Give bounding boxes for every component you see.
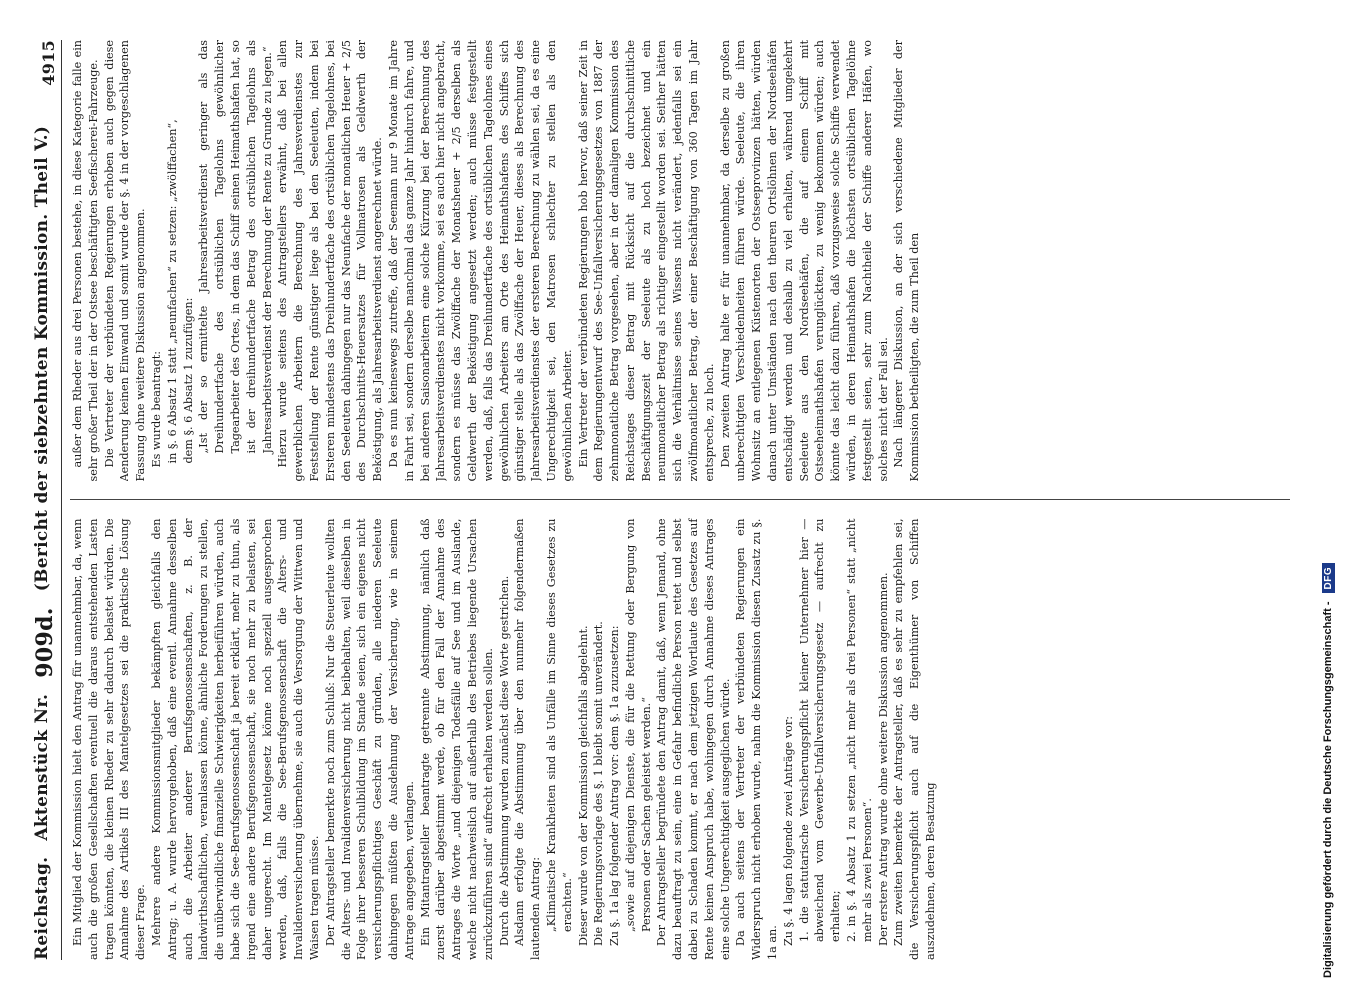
paragraph: Da auch seitens der Vertreter der verbündeten Regierungen ein Widerspruch nicht erhoben wurde, nahm die Kommission diesen Zusatz zu §. 1a an. [734, 518, 780, 960]
paragraph: Durch die Abstimmung wurden zunächst diese Worte gestrichen. [497, 575, 511, 946]
quote: „Ist der so ermittelte Jahresarbeitsverdienst geringer als das Dreihundertfache des ortsüblichen Tagelohns gewöhnlicher Tagearbeiter des Ortes, in dem das Schiff seinen Heimathshafen hat, so ist der dreihundertfache Betrag des ortsüblichen Tagelohns als Jahresarbeitsverdienst der Berechnung der Rente zu Grunde zu legen.“ [197, 40, 274, 454]
quote: „Klimatische Krankheiten sind als Unfälle im Sinne dieses Gesetzes zu erachten.“ [544, 518, 574, 932]
page-header [34, 40, 62, 960]
section-paragraph: Zu §. 1a lag folgender Antrag vor: dem §. 1a zuzusetzen: [608, 625, 622, 946]
left-column [70, 519, 1290, 961]
right-column [70, 40, 1290, 482]
paragraph: Der Antragsteller begründete den Antrag damit, daß, wenn Jemand, ohne dazu beauftragt zu sein, eine in Gefahr befindliche Person rettet und selbst dabei zu Schaden kommt, er nach dem jetzigen Wortlaute des Gesetzes auf Rente keinen Anspruch habe, wohingegen durch Annahme dieses Antrages eine solche Ungerechtigkeit ausgeglichen würde. [655, 518, 732, 960]
paragraph: Den zweiten Antrag halte er für unannehmbar, da derselbe zu großen unberechtigten Verschiedenheiten führen würde. Seeleute, die ihren Wohnsitz an entlegenen Küstenorten der Ostseeprovinzen hätten, würden danach unter Umständen nach den theuren Ortslöhnen der Nordseehäfen entschädigt werden und deshalb zu viel erhalten, während umgekehrt Seeleute aus den Nordseehäfen, die auf einem Schiff mit Ostseeheimathshafen verunglückten, zu wenig bekommen würden; auch könnte das leicht dazu führen, daß vorzugsweise solche Schiffe verwendet würden, in deren Heimathshafen die höchsten ortsüblichen Tagelöhne festgestellt seien, sehr zum Nachtheile der Schiffe anderer Häfen, wo solches nicht der Fall sei. [718, 40, 890, 482]
header-left: Reichstag. [32, 856, 52, 960]
dfg-logo: DFG [1322, 563, 1335, 594]
paragraph: Hierzu wurde seitens des Antragstellers erwähnt, daß bei allen gewerblichen Arbeitern die Berechnung des Jahresverdienstes zur Feststellung der Rente günstiger liege als bei den Seeleuten, indem bei Ersteren mindestens das Dreihundertfache des ortsüblichen Tagelohnes, bei den Seeleuten dahingegen nur das Neunfache der monatlichen Heuer + 2/5 des Durchschnitts-Heuersatzes für Vollmatrosen als Geldwerth der Beköstigung, als Jahresarbeitsverdienst angerechnet würde. [276, 40, 385, 482]
paragraph: Der erstere Antrag wurde ohne weitere Diskussion angenommen. [876, 572, 890, 946]
paragraph: Die Regierungsvorlage des §. 1 bleibt somit unverändert. [592, 621, 606, 946]
text-columns [70, 40, 1290, 960]
paragraph: dem §. 6 Absatz 1 zuzufügen: [181, 297, 195, 464]
column-divider [70, 500, 1290, 501]
paragraph: Nach längerer Diskussion, an der sich verschiedene Mitglieder der Kommission betheiligten, die zum Theil den [892, 40, 922, 482]
paragraph: Da es nun keineswegs zutreffe, daß der Seemann nur 9 Monate im Jahre in Fahrt sei, sondern derselbe manchmal das ganze Jahr hindurch fahre, und bei anderen Saisonarbeitern eine solche Kürzung bei der Berechnung des Jahresarbeitsverdienstes nicht vorkomme, sei es auch hier nicht angebracht, sondern es müsse das Zwölffache der Monatsheuer + 2/5 derselben als Geldwerth der Beköstigung angesetzt werden; auch müsse festgestellt werden, daß, falls das Dreihundertfache des ortsüblichen Tagelohnes eines gewöhnlichen Arbeiters am Orte des Heimathshafens des Schiffes sich günstiger stelle als das Zwölffache der Heuer, dieses als Berechnung des Jahresarbeitsverdienstes der ersteren Berechnung zu wählen sei, da es eine Ungerechtigkeit sei, den Matrosen schlechter zu stellen als den gewöhnlichen Arbeiter. [386, 40, 574, 482]
paragraph: außer dem Rheder aus drei Personen bestehe, in diese Kategorie falle ein sehr großer Theil der in der Ostsee beschäftigten Seefischerei-Fahrzeuge. [71, 40, 100, 482]
paragraph: Zum zweiten bemerkte der Antragsteller, daß es sehr zu empfehlen sei, die Versicherungspflicht auch auf die Eigenthümer von Schiffen auszudehnen, deren Besatzung [892, 518, 938, 960]
list-item: 1. die statutarische Versicherungspflicht kleiner Unternehmer hier — abweichend vom Gewerbe-Unfallversicherungsgesetz — aufrecht zu erhalten; [797, 518, 843, 942]
paragraph: Dieser wurde von der Kommission gleichfalls abgelehnt. [576, 625, 590, 946]
paragraph: Der Antragsteller bemerkte noch zum Schluß: Nur die Steuerleute wollten die Alters- und Invalidenversicherung nicht beibehalten, weil dieselben in Folge ihrer besseren Schulbildung im Stande seien, sich ein eigenes nicht versicherungspflichtiges Geschäft zu gründen, alle niederen Seeleute dahingegen müßten die Ausdehnung der Versicherung, wie in seinem Antrage angegeben, verlangen. [323, 518, 416, 960]
paragraph: Die Vertreter der verbündeten Regierungen erhoben auch gegen diese Aenderung keinen Einwand und somit wurde der §. 4 in der vorgeschlagenen Fassung ohne weitere Diskussion angenommen. [102, 40, 148, 482]
section-paragraph: in §. 6 Absatz 1 statt „neunfachen“ zu setzen: „zwölffachen“, [165, 119, 179, 464]
document-number: 909d. [32, 607, 58, 678]
paragraph: Alsdann erfolgte die Abstimmung über den nunmehr folgendermaßen lautenden Antrag: [513, 518, 543, 960]
paragraph: Ein Vertreter der verbündeten Regierungen hob hervor, daß seiner Zeit in dem Regierungentwurf des See-Unfallversicherungsgesetzes von 1887 der zehnmonatliche Betrag vorgesehen, aber in der damaligen Kommission des Reichstages dieser Betrag mit Rücksicht auf die durchschnittliche Beschäftigungszeit der Seeleute als zu hoch bezeichnet und ein neunmonatlicher Betrag als richtiger eingestellt worden sei. Seither hätten sich die Verhältnisse seines Wissens nicht verändert, jedenfalls sei ein zwölfmonatlicher Betrag, der einer Beschäftigung von 360 Tagen im Jahr entspreche, zu hoch. [576, 40, 716, 482]
header-aktenstueck: Aktenstück Nr. [32, 693, 52, 841]
digitization-note: Digitalisierung gefördert durch die Deutsche Forschungsgemeinschaft - [1322, 601, 1334, 978]
quote: „sowie auf diejenigen Dienste, die für die Rettung oder Bergung von Personen oder Sachen geleistet werden.“ [623, 518, 653, 932]
paragraph: Ein Mitantragsteller beantragte getrennte Abstimmung, nämlich daß zuerst darüber abgestimmt werde, ob für den Fall der Annahme des Antrages die Worte „und diejenigen Todesfälle auf See und im Auslande, welche nicht nachweislich auf außerhalb des Betriebes liegende Ursachen zurückzuführen sind“ aufrecht erhalten werden sollen. [418, 518, 495, 960]
header-title: (Bericht der siebzehnten Kommission. Theil V.) [32, 125, 52, 592]
side-note [1317, 8, 1341, 993]
paragraph: Es wurde beantragt: [149, 350, 163, 468]
paragraph: Ein Mitglied der Kommission hielt den Antrag für unannehmbar, da, wenn auch die großen Gesellschaften eventuell die daraus entstehenden Lasten tragen könnten, die kleinen Rheder zu sehr dadurch belastet würden. Die Annahme des Artikels III des Mantelgesetzes sei die praktische Lösung dieser Frage. [71, 518, 148, 960]
page-number: 4915 [39, 40, 58, 86]
list-item: 2. in §. 4 Absatz 1 zu setzen „nicht mehr als drei Personen“ statt „nicht mehr als zwei Personen“. [845, 518, 874, 942]
section-paragraph: Zu §. 4 lagen folgende zwei Anträge vor: [781, 715, 795, 946]
paragraph: Mehrere andere Kommissionsmitglieder bekämpften gleichfalls den Antrag; u. A. wurde hervorgehoben, daß eine eventl. Annahme desselben auch die Arbeiter anderer Berufsgenossenschaften, z. B. der landwirthschaftlichen, veranlassen könne, ähnliche Forderungen zu stellen, die unüberwindliche finanzielle Schwierigkeiten herbeiführen würden, auch habe sich die See-Berufsgenossenschaft ja bereit erklärt, mehr zu thun, als irgend eine andere Berufsgenossenschaft, sie noch mehr zu belasten, sei daher ungerecht. Im Mantelgesetz könne noch speziell ausgesprochen werden, daß, falls die See-Berufsgenossenschaft die Alters- und Invalidenversicherung übernehme, sie auch die Versorgung der Wittwen und Waisen tragen müsse. [149, 518, 321, 960]
